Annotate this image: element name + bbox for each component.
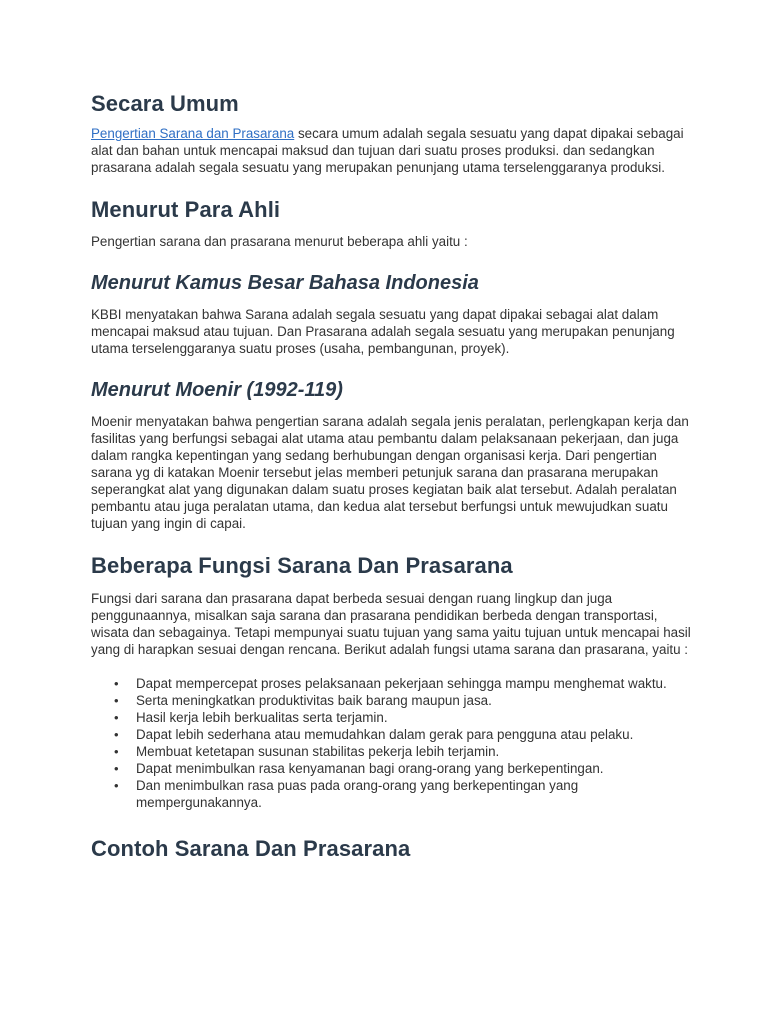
paragraph-menurut-para-ahli: Pengertian sarana dan prasarana menurut beberapa ahli yaitu :: [91, 234, 468, 249]
list-item-text: Dan menimbulkan rasa puas pada orang-orang yang berkepentingan yang mempergunakannya.: [136, 778, 579, 810]
bullet-icon: •: [114, 727, 119, 742]
document-page: [91, 88, 691, 865]
paragraph-secara-umum: [91, 125, 691, 176]
list-item: [114, 777, 691, 811]
list-item: [114, 726, 691, 743]
paragraph-kbbi: KBBI menyatakan bahwa Sarana adalah segala sesuatu yang dapat dipakai sebagai alat dalam mencapai maksud atau tujuan. Dan Prasarana adalah segala sesuatu yang merupakan penunjang utama terselenggaranya suatu proses (usaha, pembangunan, proyek).: [91, 307, 675, 356]
heading-fungsi: Beberapa Fungsi Sarana Dan Prasarana: [91, 553, 513, 578]
list-item: [114, 760, 691, 777]
bullet-icon: •: [114, 676, 119, 691]
bullet-icon: •: [114, 761, 119, 776]
list-item: [114, 709, 691, 726]
list-item: [114, 675, 691, 692]
paragraph-secara-umum-text: secara umum adalah segala sesuatu yang dapat dipakai sebagai alat dan bahan untuk mencapai maksud dan tujuan dari suatu proses produksi. dan sedangkan prasarana adalah segala sesuatu yang merupakan penunjang utama terselenggaranya produksi.: [91, 126, 684, 175]
heading-menurut-para-ahli: Menurut Para Ahli: [91, 197, 281, 222]
paragraph-fungsi: Fungsi dari sarana dan prasarana dapat berbeda sesuai dengan ruang lingkup dan juga penggunaannya, misalkan saja sarana dan prasarana pendidikan berbeda dengan transportasi, wisata dan sebagainya. Tetapi mempunyai suatu tujuan yang sama yaitu tujuan untuk mencapai hasil yang di harapkan sesuai dengan rencana. Berikut adalah fungsi utama sarana dan prasarana, yaitu :: [91, 591, 691, 657]
list-item-text: Dapat mempercepat proses pelaksanaan pekerjaan sehingga mampu menghemat waktu.: [136, 676, 667, 691]
heading-kbbi: Menurut Kamus Besar Bahasa Indonesia: [91, 272, 479, 294]
heading-contoh: Contoh Sarana Dan Prasarana: [91, 836, 411, 861]
bullet-icon: •: [114, 744, 119, 759]
list-item-text: Hasil kerja lebih berkualitas serta terjamin.: [136, 710, 388, 725]
paragraph-moenir: Moenir menyatakan bahwa pengertian sarana adalah segala jenis peralatan, perlengkapan kerja dan fasilitas yang berfungsi sebagai alat utama atau pembantu dalam pelaksanaan pekerjaan, dan juga dalam rangka kepentingan yang sedang berhubungan dengan organisasi kerja. Dari pengertian sarana yg di katakan Moenir tersebut jelas memberi petunjuk sarana dan prasarana merupakan seperangkat alat yang digunakan dalam suatu proses kegiatan baik alat tersebut. Adalah peralatan pembantu atau juga peralatan utama, dan kedua alat tersebut berfungsi untuk mewujudkan suatu tujuan yang ingin di capai.: [91, 414, 689, 531]
list-item: [114, 743, 691, 760]
list-item-text: Dapat menimbulkan rasa kenyamanan bagi orang-orang yang berkepentingan.: [136, 761, 604, 776]
list-fungsi: [91, 675, 691, 811]
bullet-icon: •: [114, 693, 119, 708]
heading-secara-umum: Secara Umum: [91, 91, 239, 116]
bullet-icon: •: [114, 778, 119, 793]
list-item-text: Serta meningkatkan produktivitas baik barang maupun jasa.: [136, 693, 492, 708]
list-item-text: Membuat ketetapan susunan stabilitas pekerja lebih terjamin.: [136, 744, 500, 759]
link-pengertian-sarana[interactable]: Pengertian Sarana dan Prasarana: [91, 126, 295, 141]
list-item: [114, 692, 691, 709]
heading-moenir: Menurut Moenir (1992-119): [91, 379, 343, 401]
list-item-text: Dapat lebih sederhana atau memudahkan dalam gerak para pengguna atau pelaku.: [136, 727, 634, 742]
bullet-icon: •: [114, 710, 119, 725]
